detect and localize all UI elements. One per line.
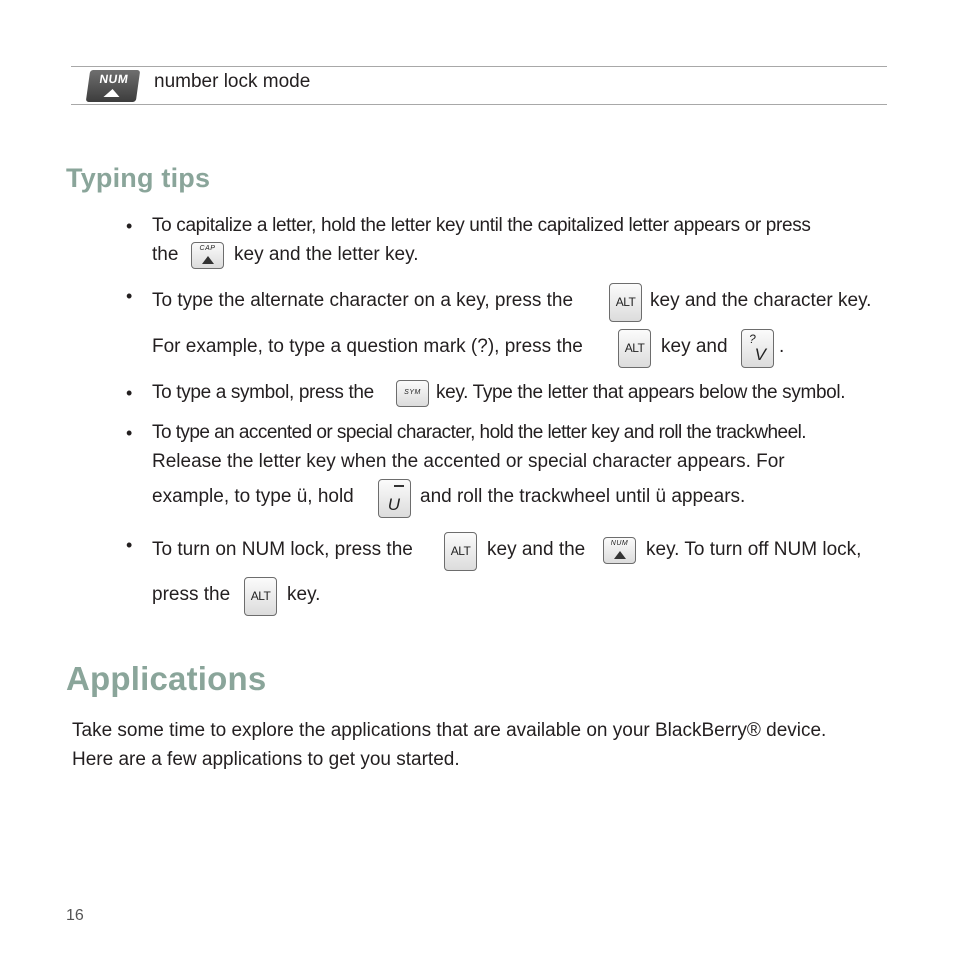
tip3-line1b: key. Type the letter that appears below the symbol. [436,382,846,403]
tip4-line1: To type an accented or special character, hold the letter key and roll the trackwheel. [152,422,806,443]
mode-description: number lock mode [154,71,311,92]
cap-key-icon [191,242,224,269]
tip5-line1a: To turn on NUM lock, press the [152,539,413,560]
key-main-char: U [387,495,400,514]
applications-line1: Take some time to explore the applications that are available on your BlackBerry® device. [72,720,827,741]
cap-key-label: CAP [199,245,216,252]
applications-line2: Here are a few applications to get you started. [72,749,460,770]
tip2-line2b: key and [661,336,728,357]
up-arrow-icon [614,551,626,559]
sym-key-label: SYM [404,389,421,396]
bullet: • [126,535,133,555]
alt-key-label: ALT [624,341,645,355]
key-alt-char: ? [749,332,756,346]
typing-tips-heading: Typing tips [66,163,211,193]
alt-key-label: ALT [250,589,271,603]
alt-key-icon [618,329,651,368]
applications-heading: Applications [66,660,267,697]
tip2-line1a: To type the alternate character on a key, press the [152,290,574,311]
tip4-line3a: example, to type ü, hold [152,486,354,507]
table-bottom-rule [71,104,887,105]
bullet: • [126,216,133,236]
num-indicator-label: NUM [98,72,130,86]
tip5-line2a: press the [152,584,231,605]
alt-key-label: ALT [615,295,636,309]
u-key-icon [378,479,411,518]
tip1-line2b: key and the letter key. [234,244,419,265]
question-v-key-icon [741,329,774,368]
tip4-line2: Release the letter key when the accented or special character appears. For [152,451,785,472]
tip2-line1b: key and the character key. [650,290,872,311]
bullet: • [126,423,133,443]
bullet: • [126,286,133,306]
alt-key-label: ALT [450,544,471,558]
key-dash-mark [394,485,404,487]
num-key-label: NUM [610,540,629,547]
tip1-line1: To capitalize a letter, hold the letter key until the capitalized letter appears or press [152,215,811,236]
key-main-char: V [754,345,766,364]
tip5-line1c: key. To turn off NUM lock, [646,539,862,560]
alt-key-icon [609,283,642,322]
tip3-line1a: To type a symbol, press the [152,382,374,403]
alt-key-icon [444,532,477,571]
tip4-line3b: and roll the trackwheel until ü appears. [420,486,746,507]
sym-key-icon [396,380,429,407]
up-arrow-icon [202,256,214,264]
up-arrow-icon [103,89,120,97]
bullet: • [126,383,133,403]
tip5-line1b: key and the [487,539,586,560]
tip1-line2a: the [152,244,179,265]
table-top-rule [71,66,887,67]
page-number: 16 [66,907,84,924]
tip2-line2a: For example, to type a question mark (?), press the [152,336,583,357]
num-lock-indicator-icon [86,70,140,102]
alt-key-icon [244,577,277,616]
tip2-line2c: . [779,336,785,357]
num-key-icon [603,537,636,564]
tip5-line2b: key. [287,584,321,605]
